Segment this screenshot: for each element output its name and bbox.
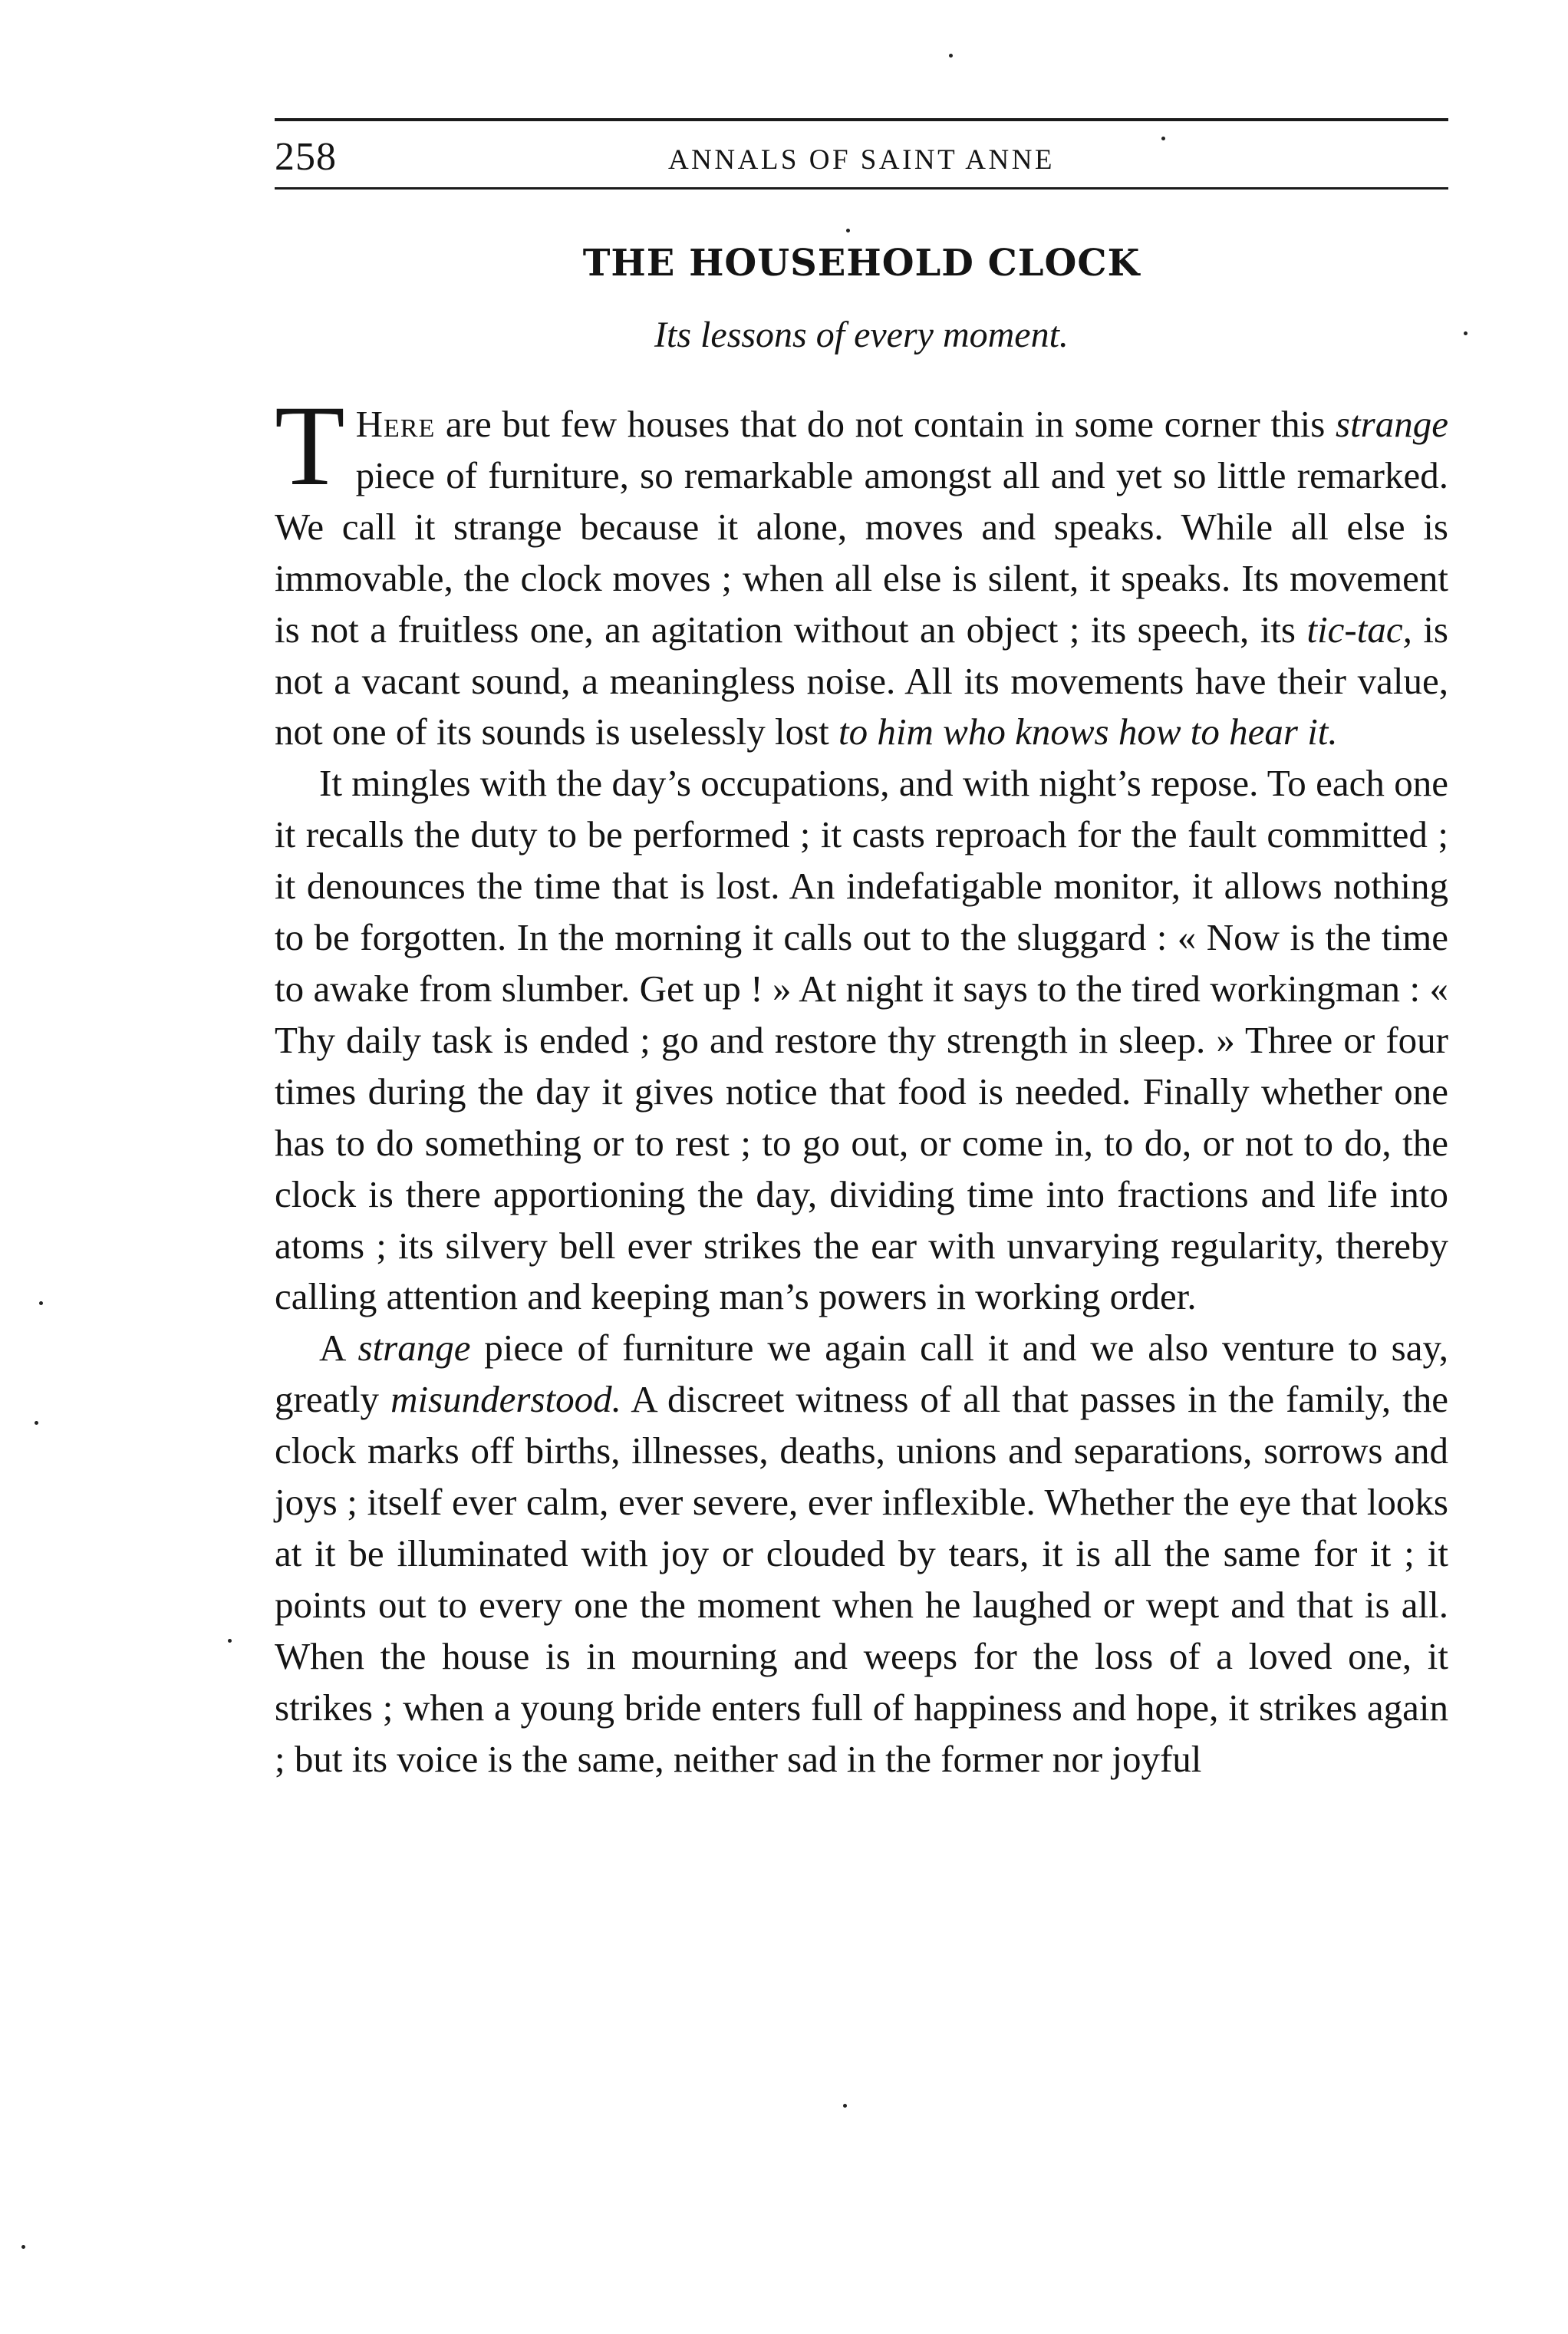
- print-speck: [843, 2104, 847, 2108]
- small-caps-word: Here: [355, 403, 436, 445]
- paragraph-3-text-b: piece of furniture we again call it and we also venture to say, greatly: [275, 1327, 1449, 1421]
- print-speck: [949, 54, 953, 58]
- paragraph-1-text-a: are but few houses that do not contain in some corner this: [435, 403, 1336, 445]
- article-subtitle: Its lessons of every moment.: [654, 315, 1069, 355]
- paragraph-3-italic-a: strange: [357, 1327, 471, 1370]
- paragraph-1-italic-a: strange: [1336, 403, 1448, 445]
- paragraph-3: [275, 1323, 1448, 1785]
- paragraph-3-text-c: A discreet witness of all that passes in the family, the clock marks off births, illnesses, deaths, unions and separations, sorrows and joys ; itself ever calm, ever severe, ever inflexible. Whether the eye that looks at it be illuminated with joy or clouded by tears, it is all the same for it ; it points out to every one the moment when he laughed or wept and that is all. When the house is in mourning and weeps for the loss of a loved one, it strikes ; when a young bride enters full of happiness and hope, it strikes again ; but its voice is the same, neither sad in the former nor joyful: [275, 1378, 1449, 1780]
- paragraph-1-text-b: piece of furniture, so remarkable amongst all and yet so little remarked. We call it strange because it alone, moves and speaks. While all else is immovable, the clock moves ; when all else is silent, it speaks. Its movement is not a fruitless one, an agitation without an object ; its speech, its: [275, 453, 1448, 651]
- print-speck: [21, 2245, 25, 2249]
- running-head: [275, 130, 1448, 184]
- drop-cap: T: [275, 382, 345, 509]
- paragraph-3-italic-b: misunderstood.: [390, 1378, 621, 1421]
- print-speck: [1161, 137, 1165, 140]
- print-speck: [35, 1421, 38, 1425]
- paragraph-3-text-a: A: [319, 1327, 358, 1370]
- paragraph-1: [275, 382, 1448, 758]
- print-speck: [228, 1639, 232, 1643]
- paragraph-2: It mingles with the day’s occupations, and with night’s repose. To each one it recalls the duty to be performed ; it casts reproach for the fault committed ; it denounces the time that is lost. An indefatigable monitor, it allows nothing to be forgotten. In the morning it calls out to the sluggard : « Now is the time to awake from slumber. Get up ! » At night it says to the tired workingman : « Thy daily task is ended ; go and restore thy strength in sleep. » Three or four times during the day it gives notice that food is needed. Finally whether one has to do something or to rest ; to go out, or come in, to do, or not to do, the clock is there apportioning the day, dividing time into fractions and life into atoms ; its silvery bell ever strikes the ear with unvarying regularity, thereby calling attention and keeping man’s powers in working order.: [275, 762, 1448, 1318]
- header-rule-top: [275, 118, 1448, 121]
- header-rule-bottom: [275, 187, 1448, 190]
- paragraph-1-italic-b: tic-tac,: [1306, 608, 1412, 651]
- article-body: [275, 382, 1449, 1785]
- running-title: ANNALS OF SAINT ANNE: [667, 144, 1056, 176]
- page-number: 258: [275, 135, 337, 179]
- print-speck: [1464, 331, 1468, 335]
- paragraph-1-italic-c: to him who knows how to hear it.: [838, 710, 1338, 753]
- paragraph-1-text-c: is not a vacant sound, a meaningless noise. All its movements have their value, not one of its sounds is uselessly lost: [275, 608, 1448, 753]
- article-title: THE HOUSEHOLD CLOCK: [582, 242, 1141, 285]
- print-speck: [846, 229, 850, 232]
- print-speck: [39, 1301, 43, 1305]
